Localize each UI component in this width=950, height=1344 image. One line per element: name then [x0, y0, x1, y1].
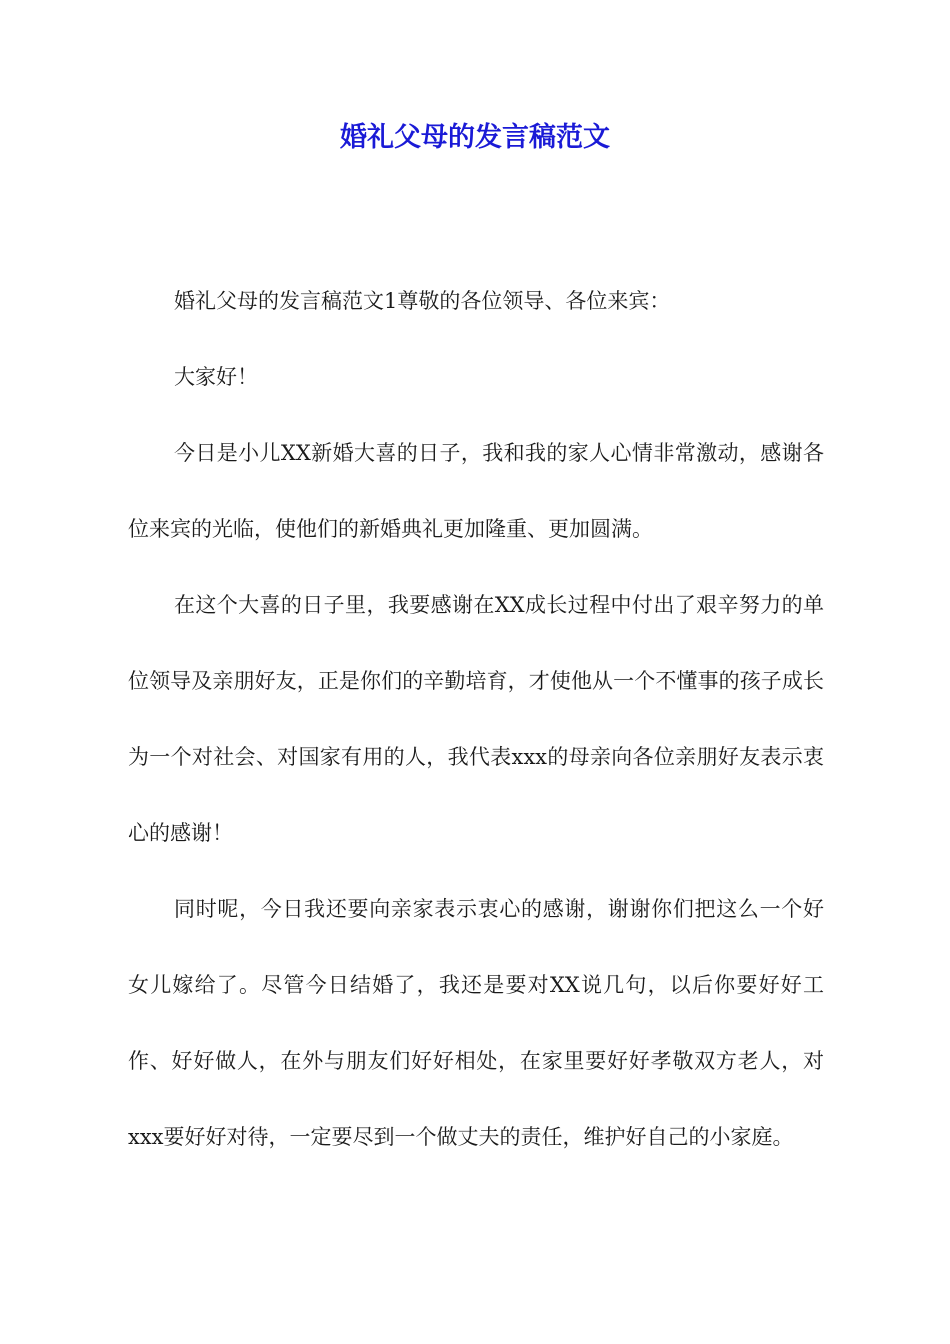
document-body	[128, 263, 824, 1175]
paragraph-greeting: 大家好！	[174, 365, 258, 389]
paragraph-thanks-guests: 今日是小儿XX新婚大喜的日子，我和我的家人心情非常激动，感谢各位来宾的光临，使他们的新婚典礼更加隆重、更加圆满。	[128, 441, 824, 541]
paragraph-salutation: 婚礼父母的发言稿范文1尊敬的各位领导、各位来宾：	[174, 289, 671, 313]
document-title: 婚礼父母的发言稿范文	[340, 122, 610, 153]
paragraph-thanks-leaders: 在这个大喜的日子里，我要感谢在XX成长过程中付出了艰辛努力的单位领导及亲朋好友，正是你们的辛勤培育，才使他从一个不懂事的孩子成长为一个对社会、对国家有用的人，我代表xxx的母亲向各位亲朋好友表示衷心的感谢！	[128, 593, 824, 845]
paragraph-thanks-inlaws: 同时呢，今日我还要向亲家表示衷心的感谢，谢谢你们把这么一个好女儿嫁给了。尽管今日结婚了，我还是要对XX说几句，以后你要好好工作、好好做人，在外与朋友们好好相处，在家里要好好孝敬双方老人，对xxx要好好对待，一定要尽到一个做丈夫的责任，维护好自己的小家庭。	[128, 897, 824, 1149]
